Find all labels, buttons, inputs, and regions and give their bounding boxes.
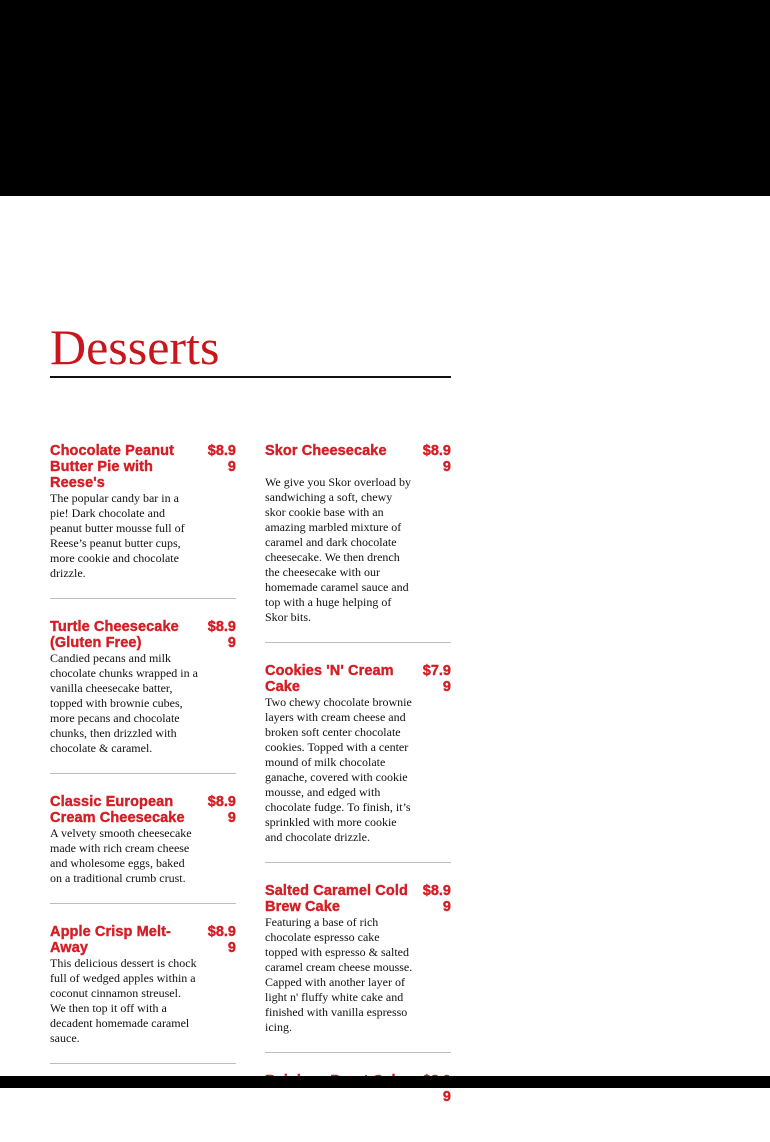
menu-item-price: $7.99	[422, 663, 451, 695]
menu-item	[50, 794, 236, 904]
menu-item-name: Skor Cheesecake	[265, 443, 387, 459]
menu-item-description: We give you Skor overload by sandwiching a soft, chewy skor cookie base with an amazing marbled mixture of caramel and dark chocolate cheesecake. We then drench the cheesecake with our homemade caramel sauce and top with a huge helping of Skor bits.	[265, 475, 412, 624]
menu-item-description: Two chewy chocolate brownie layers with cream cheese and broken soft center chocolate cookies. Topped with a center mound of milk chocolate ganache, covered with cookie mousse, and edged with chocolate fudge. To finish, it’s sprinkled with more cookie and chocolate drizzle.	[265, 695, 412, 844]
menu-item-price: $8.99	[207, 794, 236, 826]
footer-bar	[0, 1076, 770, 1088]
menu-item-description: Candied pecans and milk chocolate chunks wrapped in a vanilla cheesecake batter, topped with brownie cubes, more pecans and chocolate chunks, then drizzled with chocolate & caramel.	[50, 651, 198, 755]
menu-item	[50, 619, 236, 774]
menu-item	[50, 443, 236, 599]
hero-banner	[0, 0, 770, 196]
menu-item-description: This delicious dessert is chock full of wedged apples within a coconut cinnamon streusel. We then top it off with a decadent homemade caramel sauce.	[50, 956, 197, 1045]
menu-item-name: Salted Caramel Cold Brew Cake	[265, 883, 408, 915]
title-divider	[50, 376, 451, 378]
menu-item-description: A velvety smooth cheesecake made with rich cream cheese and wholesome eggs, baked on a traditional crumb crust.	[50, 826, 192, 885]
menu-item-price: $8.99	[207, 619, 236, 651]
menu-item-price: $8.99	[422, 443, 451, 475]
menu-item-name: Apple Crisp Melt-Away	[50, 924, 171, 956]
menu-item	[265, 883, 451, 1053]
menu-item-price: $8.99	[207, 924, 236, 956]
menu-item-name: Cookies 'N' Cream Cake	[265, 663, 394, 695]
menu-item	[265, 663, 451, 863]
menu-item-price: 9	[442, 1089, 451, 1105]
menu-item	[265, 443, 451, 643]
menu-item-name: Turtle Cheesecake (Gluten Free)	[50, 619, 179, 651]
menu-item-name: Classic European Cream Cheesecake	[50, 794, 185, 826]
menu-item-name: Chocolate Peanut Butter Pie with Reese's	[50, 443, 175, 491]
menu-item-price: $8.99	[207, 443, 236, 475]
menu-item-description: Featuring a base of rich chocolate espresso cake topped with espresso & salted caramel cream cheese mousse. Capped with another layer of light n' fluffy white cake and finished with vanilla espresso icing.	[265, 915, 413, 1034]
menu-item-price: $8.99	[422, 883, 451, 915]
menu-column-left	[50, 443, 236, 1084]
page-title: Desserts	[50, 319, 220, 375]
menu-item-description: The popular candy bar in a pie! Dark chocolate and peanut butter mousse full of Reese’s peanut butter cups, more cookie and chocolate drizzle.	[50, 491, 185, 580]
menu-item	[50, 924, 236, 1064]
menu-column-right	[265, 443, 451, 1142]
